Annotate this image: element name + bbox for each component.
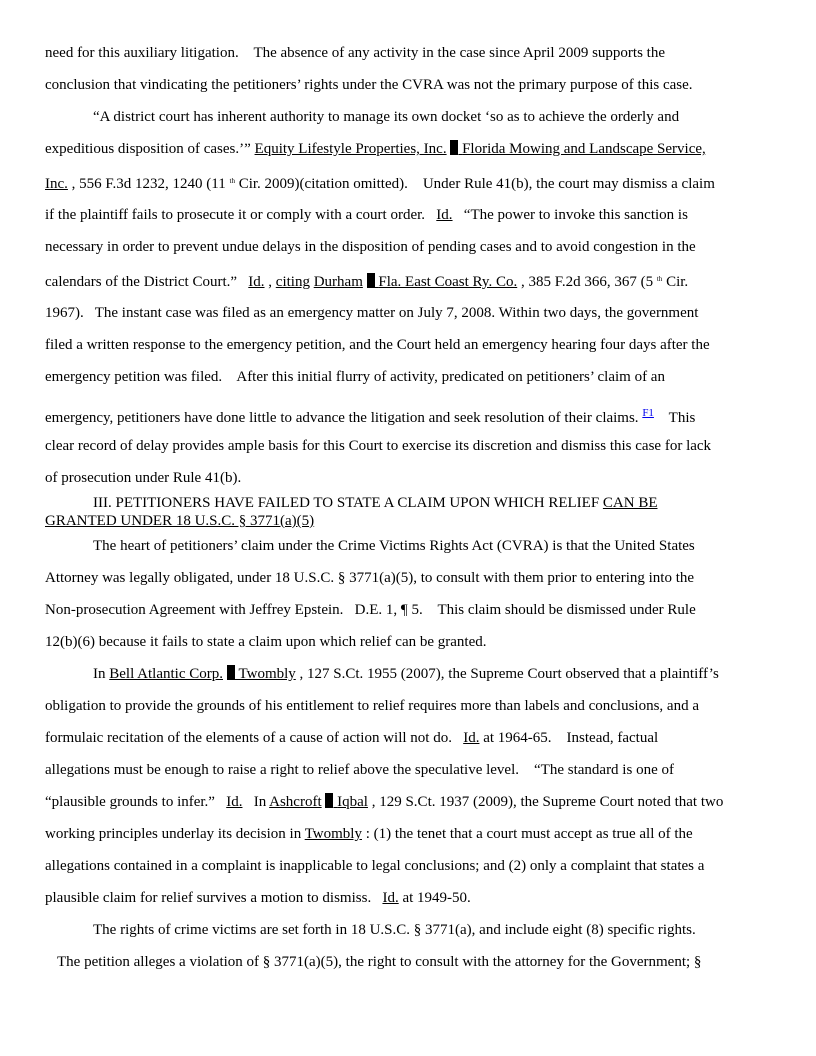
paragraph-start [93, 665, 719, 683]
redaction-mark [367, 273, 375, 288]
text-line [45, 270, 688, 291]
section-heading [93, 494, 658, 512]
text-run: : (1) the tenet that a court must accept as true all of the [361, 826, 693, 842]
case-citation: Bell Atlantic Corp. [109, 666, 223, 682]
text-run: In [253, 794, 270, 810]
text-line [45, 44, 665, 62]
text-run: emergency petition was filed. [45, 369, 223, 385]
text-line [45, 729, 658, 747]
text-run: After this initial flurry of activity, predicated on petitioners’ claim of an [236, 369, 665, 385]
text-run: “The standard is one of [534, 762, 674, 778]
text-run: need for this auxiliary litigation. [45, 45, 239, 61]
text-line: conclusion that vindicating the petitioners’ rights under the CVRA was not the primary purpose of this case. [45, 77, 693, 93]
text-line [45, 601, 696, 619]
heading-text: CAN BE [602, 495, 658, 511]
id-citation: Id. [463, 730, 480, 746]
id-citation: Id. [382, 890, 399, 906]
id-citation: Id. [248, 274, 265, 290]
text-run: “The power to invoke this sanction is [463, 207, 688, 223]
text-run: plausible claim for relief survives a motion to dismiss. [45, 890, 372, 906]
text-run: Cir. 2009)(citation omitted). [234, 176, 408, 192]
text-run: Instead, factual [566, 730, 659, 746]
case-citation: Twombly [238, 666, 296, 682]
paragraph-start: The heart of petitioners’ claim under the Crime Victims Rights Act (CVRA) is that the United States [93, 538, 695, 554]
text-line: clear record of delay provides ample basis for this Court to exercise its discretion and dismiss this case for lack [45, 438, 712, 454]
text-run: Non-prosecution Agreement with Jeffrey Epstein. [45, 602, 344, 618]
text-run: formulaic recitation of the elements of a cause of action will not do. [45, 730, 452, 746]
text-line: of prosecution under Rule 41(b). [45, 470, 242, 486]
text-line: allegations contained in a complaint is inapplicable to legal conclusions; and (2) only a complaint that states a [45, 858, 705, 874]
text-run: The instant case was filed as an emergency matter on July 7, 2008. Within two days, the government [94, 305, 699, 321]
superscript: th [229, 177, 235, 185]
id-citation: Id. [226, 794, 243, 810]
text-line [45, 825, 693, 843]
text-run: , 385 F.2d 366, 367 (5 [517, 274, 654, 290]
section-heading-continued: GRANTED UNDER 18 U.S.C. § 3771(a)(5) [45, 513, 315, 529]
text-line [45, 761, 674, 779]
text-run: Cir. [662, 274, 689, 290]
case-citation: Durham [313, 274, 363, 290]
redaction-mark [227, 665, 235, 680]
text-line [45, 889, 471, 907]
text-line: obligation to provide the grounds of his entitlement to relief requires more than labels and conclusions, and a [45, 698, 700, 714]
text-line [45, 368, 665, 386]
text-run: calendars of the District Court.” [45, 274, 238, 290]
heading-text: III. PETITIONERS HAVE FAILED TO STATE A CLAIM UPON WHICH RELIEF [93, 495, 603, 511]
text-run: , 127 S.Ct. 1955 (2007), the Supreme Court observed that a plaintiff’s [295, 666, 719, 682]
text-line [45, 304, 698, 322]
text-run: D.E. 1, ¶ 5. [354, 602, 423, 618]
text-run: expeditious disposition of cases.’” [45, 141, 255, 157]
text-run: , 556 F.3d 1232, 1240 (11 [67, 176, 226, 192]
text-line [45, 172, 715, 193]
text-line: 12(b)(6) because it fails to state a claim upon which relief can be granted. [45, 634, 487, 650]
id-citation: Id. [436, 207, 453, 223]
paragraph-start: The rights of crime victims are set forth in 18 U.S.C. § 3771(a), and include eight (8) specific rights. [93, 922, 696, 938]
case-citation: Twombly [304, 826, 362, 842]
text-run: This claim should be dismissed under Rule [437, 602, 696, 618]
text-run: if the plaintiff fails to prosecute it or comply with a court order. [45, 207, 426, 223]
text-line: necessary in order to prevent undue delays in the disposition of pending cases and to avoid congestion in the [45, 239, 696, 255]
text-run: 1967). [45, 305, 84, 321]
text-run: Under Rule 41(b), the court may dismiss a claim [422, 176, 715, 192]
text-line [45, 206, 688, 224]
text-run: allegations must be enough to raise a right to relief above the speculative level. [45, 762, 520, 778]
text-run: at 1949-50. [398, 890, 471, 906]
text-line [45, 793, 723, 811]
case-citation: Inc. [45, 176, 68, 192]
paragraph-start: “A district court has inherent authority to manage its own docket ‘so as to achieve the orderly and [93, 109, 680, 125]
case-citation: Florida Mowing and Landscape Service, [462, 141, 706, 157]
text-line: filed a written response to the emergency petition, and the Court held an emergency hearing four days after the [45, 337, 710, 353]
text-run: This [668, 410, 696, 426]
text-run: In [93, 666, 110, 682]
text-run: “plausible grounds to infer.” [45, 794, 215, 810]
citing-signal: citing [275, 274, 310, 290]
text-line [45, 404, 695, 427]
superscript: th [656, 275, 663, 283]
case-citation: Fla. East Coast Ry. Co. [378, 274, 518, 290]
text-line: Attorney was legally obligated, under 18 U.S.C. § 3771(a)(5), to consult with them prior to entering into the [45, 570, 695, 586]
case-citation: Equity Lifestyle Properties, Inc. [254, 141, 447, 157]
text-run: , 129 S.Ct. 1937 (2009), the Supreme Court noted that two [367, 794, 724, 810]
text-run: working principles underlay its decision in [45, 826, 305, 842]
case-citation: Ashcroft [269, 794, 322, 810]
text-line [45, 140, 706, 158]
text-run: The absence of any activity in the case since April 2009 supports the [253, 45, 666, 61]
case-citation: Iqbal [337, 794, 368, 810]
text-run: , [264, 274, 276, 290]
text-line: The petition alleges a violation of § 3771(a)(5), the right to consult with the attorney for the Government; § [57, 954, 702, 970]
text-run: at 1964-65. [479, 730, 552, 746]
text-run: emergency, petitioners have done little to advance the litigation and seek resolution of their claims. [45, 410, 639, 426]
footnote-link[interactable]: F1 [642, 407, 654, 419]
